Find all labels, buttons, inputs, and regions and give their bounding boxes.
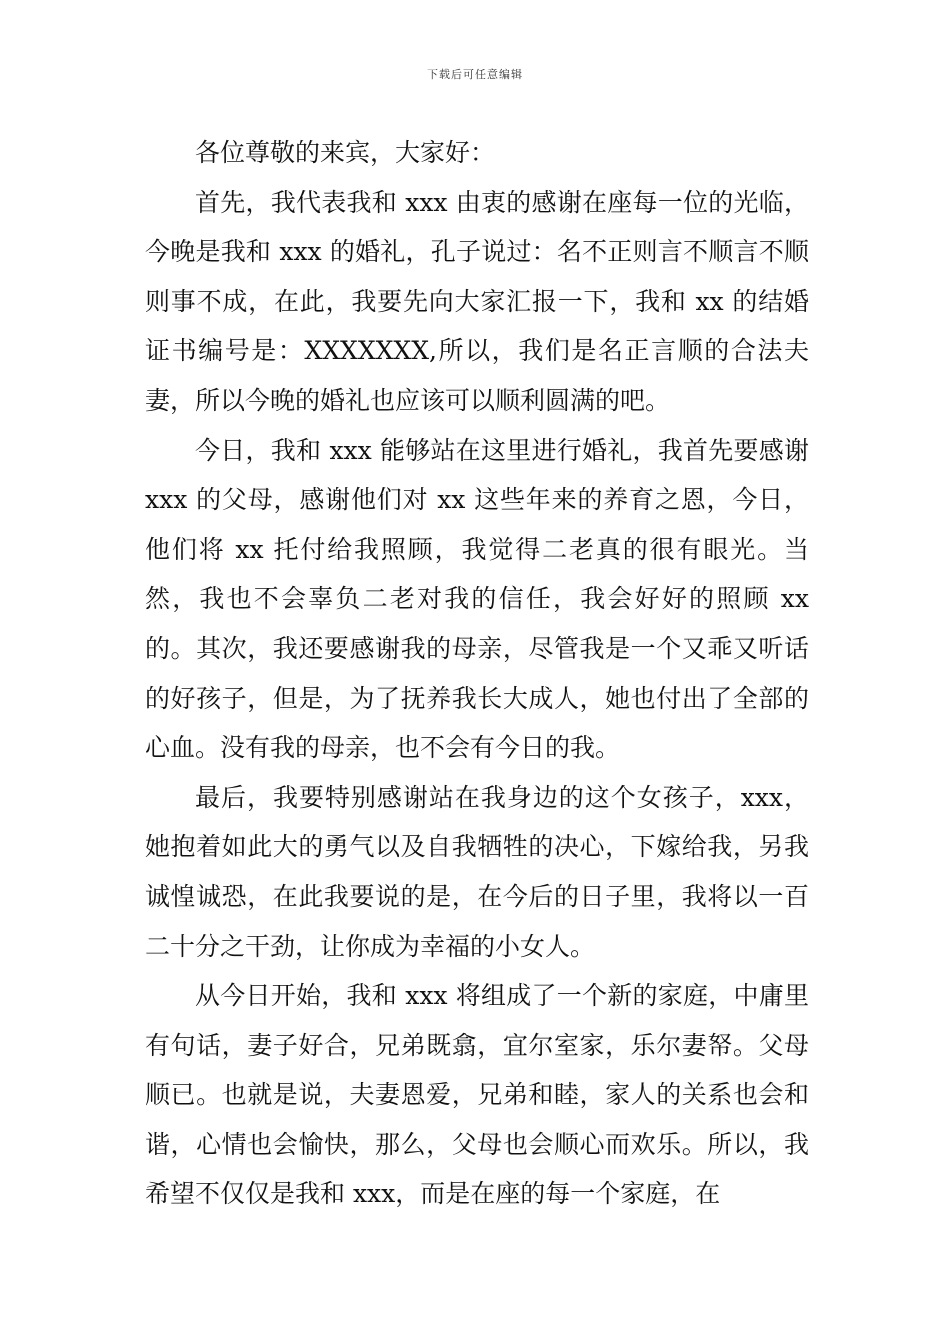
paragraph-thanks-bride: 最后，我要特别感谢站在我身边的这个女孩子，xxx，她抱着如此大的勇气以及自我牺牲的决心，下嫁给我，另我诚惶诚恐，在此我要说的是，在今后的日子里，我将以一百二十分之干劲，让你成为幸福的小女人。 <box>145 782 809 961</box>
paragraph-greeting: 各位尊敬的来宾，大家好： <box>195 138 496 167</box>
paragraph-opening-thanks: 首先，我代表我和 xxx 由衷的感谢在座每一位的光临，今晚是我和 xxx 的婚礼，孔子说过：名不正则言不顺言不顺则事不成，在此，我要先向大家汇报一下，我和 xx 的结婚证书编号是：XXXXXXX,所以，我们是名正言顺的合法夫妻，所以今晚的婚礼也应该可以顺利圆满的吧。 <box>145 187 809 415</box>
document-body <box>145 128 809 1219</box>
header-note: 下载后可任意编辑 <box>427 68 523 81</box>
paragraph-thanks-parents: 今日，我和 xxx 能够站在这里进行婚礼，我首先要感谢 xxx 的父母，感谢他们对 xx 这些年来的养育之恩，今日，他们将 xx 托付给我照顾，我觉得二老真的很有眼光。当然，我也不会辜负二老对我的信任，我会好好的照顾 xx 的。其次，我还要感谢我的母亲，尽管我是一个又乖又听话的好孩子，但是，为了抚养我长大成人，她也付出了全部的心血。没有我的母亲，也不会有今日的我。 <box>145 435 809 763</box>
paragraph-new-family: 从今日开始，我和 xxx 将组成了一个新的家庭，中庸里有句话，妻子好合，兄弟既翕，宜尔室家，乐尔妻帑。父母顺已。也就是说，夫妻恩爱，兄弟和睦，家人的关系也会和谐，心情也会愉快，那么，父母也会顺心而欢乐。所以，我希望不仅仅是我和 xxx，而是在座的每一个家庭，在 <box>145 981 809 1209</box>
